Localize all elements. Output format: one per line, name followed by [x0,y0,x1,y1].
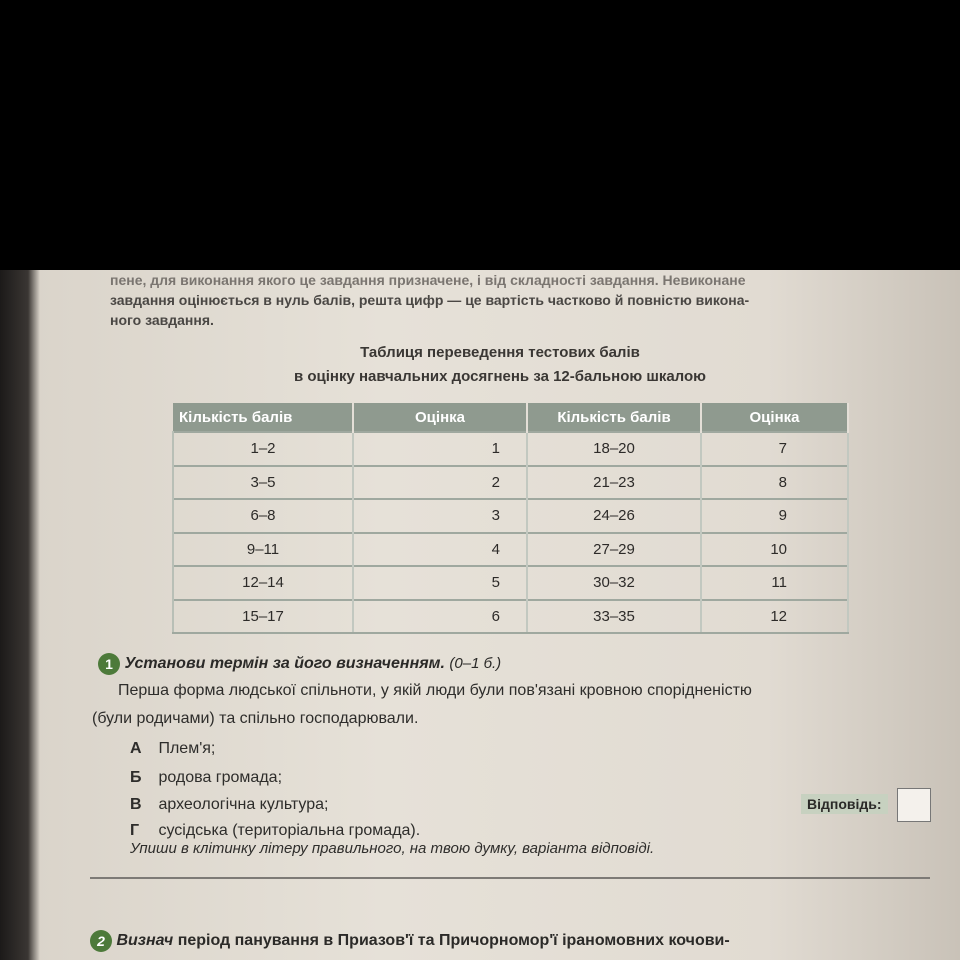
question-1-instruction: Упиши в клітинку літеру правильного, на твою думку, варіанта відповіді. [130,840,655,857]
score-conversion-table [172,403,849,634]
points-cell: 30–32 [527,566,701,600]
question-2-header [90,930,730,952]
option-letter: А [130,740,142,757]
grade-cell: 4 [353,533,527,567]
header-points-2: Кількість балів [527,403,701,432]
question-number-badge: 1 [98,653,120,675]
points-cell: 12–14 [173,566,353,600]
table-row [173,432,848,466]
grade-cell: 3 [353,499,527,533]
grade-cell: 1 [353,432,527,466]
grade-cell: 12 [701,600,848,634]
divider [90,877,930,879]
answer-box[interactable] [897,788,931,822]
option-text: сусідська (територіальна громада). [158,822,421,839]
option-text: Плем'я; [158,740,216,757]
question-1-score: (0–1 б.) [449,655,502,673]
table-row [173,499,848,533]
option-text: родова громада; [158,769,283,786]
question-1-text-line1: Перша форма людської спільноти, у якій люди були пов'язані кровною спорідненістю [118,682,752,699]
grade-cell: 10 [701,533,848,567]
question-2-title-rest: період панування в Приазов'ї та Причорномор'ї іраномовних кочови- [177,932,730,950]
question-1-text-line2: (були родичами) та спільно господарювали. [92,710,419,727]
points-cell: 6–8 [173,499,353,533]
grade-cell: 7 [701,432,848,466]
table-row [173,600,848,634]
table-title-line2: в оцінку навчальних досягнень за 12-бальною шкалою [293,368,706,385]
question-number-badge: 2 [90,930,112,952]
intro-line: завдання оцінюється в нуль балів, решта цифр — це вартість частково й повністю викона- [110,292,750,308]
page-shadow [0,270,40,960]
points-cell: 3–5 [173,466,353,500]
table-row [173,533,848,567]
option-letter: Г [130,822,140,839]
textbook-page [0,270,960,960]
table-row [173,466,848,500]
table-header-row [173,403,848,432]
option-b[interactable] [130,769,282,787]
option-letter: В [130,796,142,813]
grade-cell: 11 [701,566,848,600]
table-title-line1: Таблиця переведення тестових балів [360,344,640,361]
question-2-title-start: Визнач [116,932,174,950]
points-cell: 33–35 [527,600,701,634]
option-c[interactable] [130,796,328,814]
points-cell: 27–29 [527,533,701,567]
points-cell: 9–11 [173,533,353,567]
intro-paragraph [110,270,910,330]
question-1-title: Установи термін за його визначенням. [124,655,445,673]
option-d[interactable] [130,822,420,840]
points-cell: 21–23 [527,466,701,500]
intro-line-cut: пене, для виконання якого це завдання призначене, і від складності завдання. Невиконане [110,272,746,288]
option-a[interactable] [130,740,215,758]
points-cell: 15–17 [173,600,353,634]
grade-cell: 5 [353,566,527,600]
points-cell: 1–2 [173,432,353,466]
grade-cell: 6 [353,600,527,634]
points-cell: 18–20 [527,432,701,466]
option-text: археологічна культура; [158,796,329,813]
answer-label: Відповідь: [801,794,888,814]
grade-cell: 9 [701,499,848,533]
header-points-1: Кількість балів [173,403,353,432]
grade-cell: 2 [353,466,527,500]
grade-cell: 8 [701,466,848,500]
intro-line: ного завдання. [110,312,214,328]
header-grade-2: Оцінка [701,403,848,432]
header-grade-1: Оцінка [353,403,527,432]
question-1-header [98,653,501,675]
option-letter: Б [130,769,142,786]
points-cell: 24–26 [527,499,701,533]
table-row [173,566,848,600]
